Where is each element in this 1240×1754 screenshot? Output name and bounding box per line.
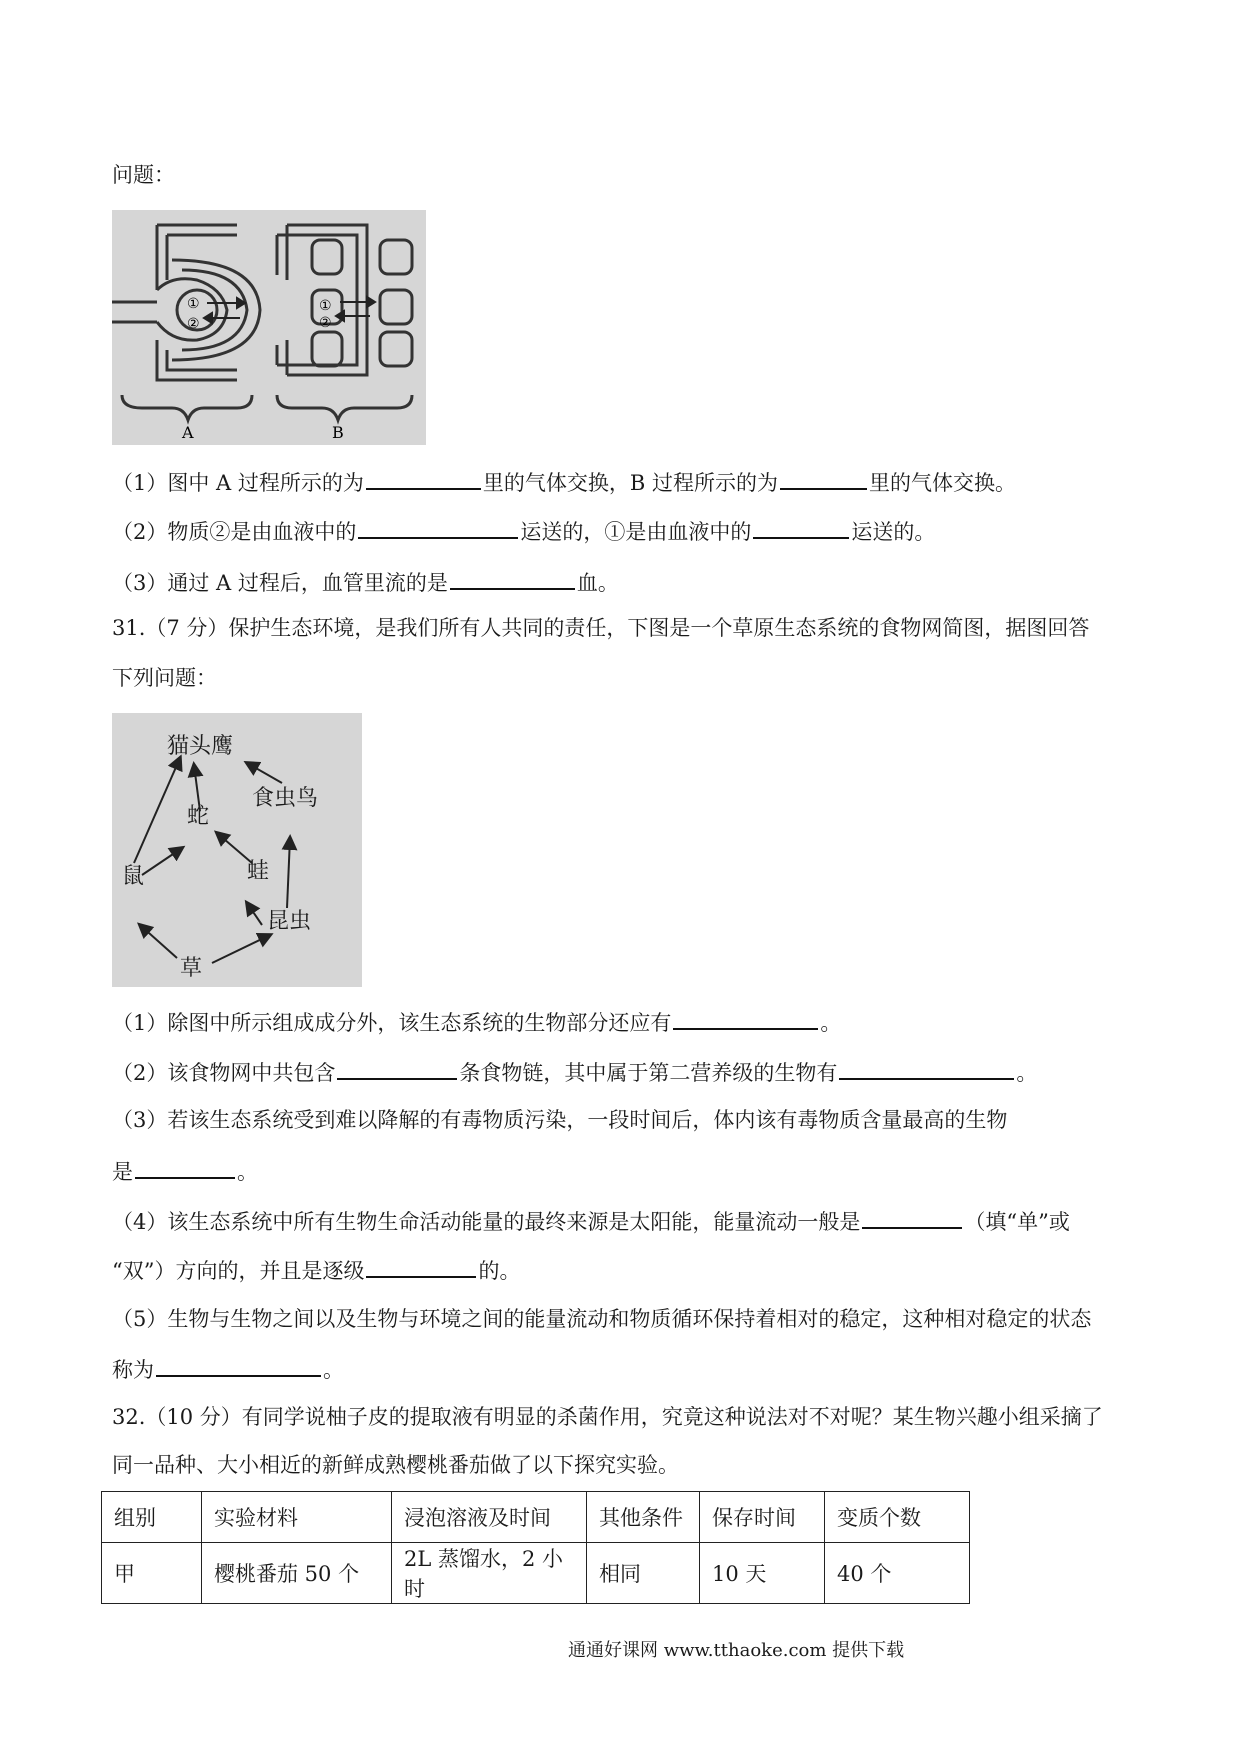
gas-exchange-figure [112,210,426,445]
answer-blank[interactable] [862,1205,962,1229]
answer-blank[interactable] [450,566,575,590]
q31-stem-line2: 下列问题： [112,666,217,690]
q31-part4-line2: “双”）方向的，并且是逐级 的。 [112,1254,520,1286]
q30-part1: （1）图中 A 过程所示的为 里的气体交换，B 过程所示的为 里的气体交换。 [112,466,1016,498]
experiment-table [101,1491,970,1604]
table-cell: 甲 [102,1543,202,1604]
answer-blank[interactable] [673,1006,818,1030]
question-prompt-tail: 问题： [112,163,175,187]
table-cell: 10 天 [700,1543,825,1604]
table-header-cell: 浸泡溶液及时间 [392,1492,587,1543]
label-b: B [332,423,344,442]
table-cell: 2L 蒸馏水，2 小时 [392,1543,587,1604]
node-insect-bird: 食虫鸟 [252,786,319,811]
node-frog: 蛙 [247,859,270,884]
answer-blank[interactable] [358,515,518,539]
q31-part1: （1）除图中所示组成成分外，该生态系统的生物部分还应有 。 [112,1006,841,1038]
node-owl: 猫头鹰 [167,734,234,759]
table-header-cell: 实验材料 [202,1492,392,1543]
mark-1: ① [187,296,200,312]
answer-blank[interactable] [366,1254,476,1278]
table-header-cell: 其他条件 [587,1492,700,1543]
q31-part5-line2: 称为 。 [112,1353,344,1385]
q32-stem-line2: 同一品种、大小相近的新鲜成熟樱桃番茄做了以下探究实验。 [112,1453,679,1477]
table-header-cell: 组别 [102,1492,202,1543]
table-header-cell: 变质个数 [825,1492,970,1543]
node-snake: 蛇 [187,804,210,829]
table-cell: 40 个 [825,1543,970,1604]
food-web-figure [112,713,362,987]
table-cell: 樱桃番茄 50 个 [202,1543,392,1604]
food-web-diagram [112,713,362,987]
q31-part4-line1: （4）该生态系统中所有生物生命活动能量的最终来源是太阳能，能量流动一般是 （填“单”或 [112,1205,1070,1237]
gas-exchange-diagram [112,210,426,445]
table-header-row [102,1492,970,1543]
mark-2: ② [187,316,200,332]
q31-part2: （2）该食物网中共包含 条食物链，其中属于第二营养级的生物有 。 [112,1056,1037,1088]
q32-stem-line1: 32.（10 分）有同学说柚子皮的提取液有明显的杀菌作用，究竟这种说法对不对呢？某生物兴趣小组采摘了 [112,1405,1103,1429]
answer-blank[interactable] [156,1353,321,1377]
q31-stem-line1: 31.（7 分）保护生态环境，是我们所有人共同的责任，下图是一个草原生态系统的食物网简图，据图回答 [112,616,1090,640]
table-header-cell: 保存时间 [700,1492,825,1543]
label-a: A [182,423,194,442]
answer-blank[interactable] [366,466,481,490]
node-insect: 昆虫 [267,909,312,934]
mark-1-b: ① [319,298,332,314]
node-grass: 草 [180,956,203,981]
mark-2-b: ② [319,315,332,331]
q31-part5-line1: （5）生物与生物之间以及生物与环境之间的能量流动和物质循环保持着相对的稳定，这种相对稳定的状态 [112,1307,1092,1331]
q30-part2: （2）物质②是由血液中的 运送的，①是由血液中的 运送的。 [112,515,935,547]
answer-blank[interactable] [753,515,849,539]
table-cell: 相同 [587,1543,700,1604]
answer-blank[interactable] [135,1155,235,1179]
answer-blank[interactable] [337,1056,457,1080]
q31-part3-line2: 是 。 [112,1155,258,1187]
answer-blank[interactable] [780,466,867,490]
q31-part3-line1: （3）若该生态系统受到难以降解的有毒物质污染，一段时间后，体内该有毒物质含量最高的生物 [112,1108,1008,1132]
q30-part3: （3）通过 A 过程后，血管里流的是 血。 [112,566,619,598]
page-footer: 通通好课网 www.tthaoke.com 提供下载 [568,1640,905,1661]
table-row [102,1543,970,1604]
answer-blank[interactable] [839,1056,1014,1080]
node-mouse: 鼠 [122,864,145,889]
